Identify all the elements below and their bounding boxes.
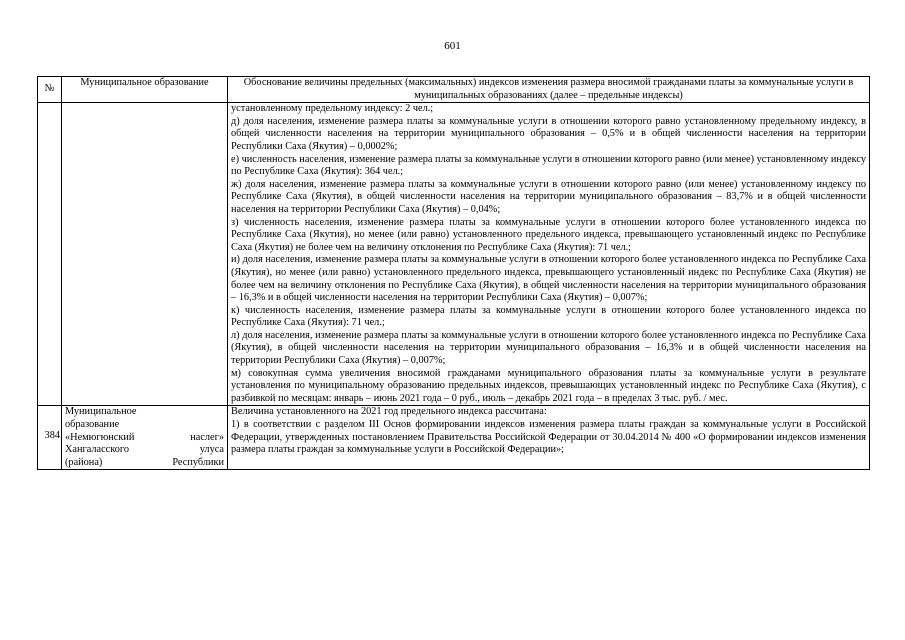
municipality-line: «Немюгюнский наслег» — [65, 431, 224, 443]
page-number: 601 — [444, 40, 461, 52]
municipality-line: Хангаласского улуса — [65, 444, 224, 456]
paragraph: м) совокупная сумма увеличения вносимой гражданами муниципального образования платы за коммунальные услуги в результате установления по муниципальному образованию предельных индексов, превышающих установленный индекс по Республике Саха (Якутия), с разбивкой по месяцам: январь – июнь 2021 года – 0 руб., июль – декабрь 2021 года – в пределах 3 тыс. руб. / мес. — [231, 367, 866, 404]
table-header-row — [38, 77, 870, 103]
header-num: № — [38, 77, 62, 103]
continued-municipality-cell — [62, 103, 228, 406]
paragraph: ж) доля населения, изменение размера платы за коммунальные услуги в отношении которого равно (или менее) установленному индексу по Республике Саха (Якутия), в общей численности населения на территории муниципального образования – 83,7% и в общей численности населения на территории Республики Саха (Якутия) – 0,04%; — [231, 178, 866, 215]
paragraph: з) численность населения, изменение размера платы за коммунальные услуги в отношении которого более установленного индекса по Республике Саха (Якутия), но менее (или равно) установленного предельного индекса, превышающего установленный индекс по Республике Саха (Якутия) не более чем на величину отклонения по Республике Саха (Якутия): 71 чел.; — [231, 216, 866, 253]
table-row-continued — [38, 103, 870, 406]
table-row-384 — [38, 406, 870, 470]
row-number: 384 — [44, 430, 60, 442]
municipality-line: образование — [65, 419, 120, 431]
paragraph: к) численность населения, изменение размера платы за коммунальные услуги в отношении которого более установленного индекса по Республике Саха (Якутия): 71 чел.; — [231, 304, 866, 329]
municipality-cell — [62, 406, 228, 470]
paragraph: 1) в соответствии с разделом III Основ формировании индексов изменения размера платы граждан за коммунальные услуги в Российской Федерации, утвержденных постановлением Правительства Российской Федерации от 30.04.2014 № 400 «О формировании индексов изменения размера платы граждан за коммунальные услуги в Российской Федерации»; — [231, 419, 866, 456]
paragraph: е) численность населения, изменение размера платы за коммунальные услуги в отношении которого равно (или менее) установленному индексу по Республике Саха (Якутия): 364 чел.; — [231, 153, 867, 178]
municipality-line: (района) Республики — [65, 456, 224, 468]
header-justification: Обоснование величины предельных (максимальных) индексов изменения размера вносимой гражданами платы за коммунальные услуги в муниципальных образованиях (далее – предельные индексы) — [228, 77, 870, 103]
continued-justification-cell — [228, 103, 870, 406]
paragraph: установленному предельному индексу: 2 чел.; — [231, 103, 434, 115]
paragraph: Величина установленного на 2021 год предельного индекса рассчитана: — [231, 406, 547, 418]
row-number-cell — [38, 406, 62, 470]
municipality-line: Муниципальное — [65, 406, 137, 418]
paragraph: и) доля населения, изменение размера платы за коммунальные услуги в отношении которого более установленного индекса по Республике Саха (Якутия), но менее (или равно) установленного предельного индекса, превышающего установленный индекс по Республике Саха (Якутия) не более чем на величину отклонения по Республике Саха (Якутия), в общей численности населения на территории муниципального образования – 16,3% и в общей численности населения на территории Республики Саха (Якутия) – 0,007%; — [231, 254, 866, 304]
justification-cell — [228, 406, 870, 470]
paragraph: л) доля населения, изменение размера платы за коммунальные услуги в отношении которого более установленного индекса по Республике Саха (Якутия), в общей численности населения на территории муниципального образования – 16,3% и в общей численности населения на территории Республики Саха (Якутия) – 0,007%; — [231, 329, 866, 367]
continued-num-cell — [38, 103, 62, 406]
document-table — [37, 76, 870, 470]
paragraph: д) доля населения, изменение размера платы за коммунальные услуги в отношении которого равно установленному предельному индексу, в общей численности населения на территории муниципального образования – 0,5% и в общей численности населения на территории Республики Саха (Якутия) – 0,0002%; — [231, 115, 866, 152]
header-municipality: Муниципальное образование — [62, 77, 228, 103]
